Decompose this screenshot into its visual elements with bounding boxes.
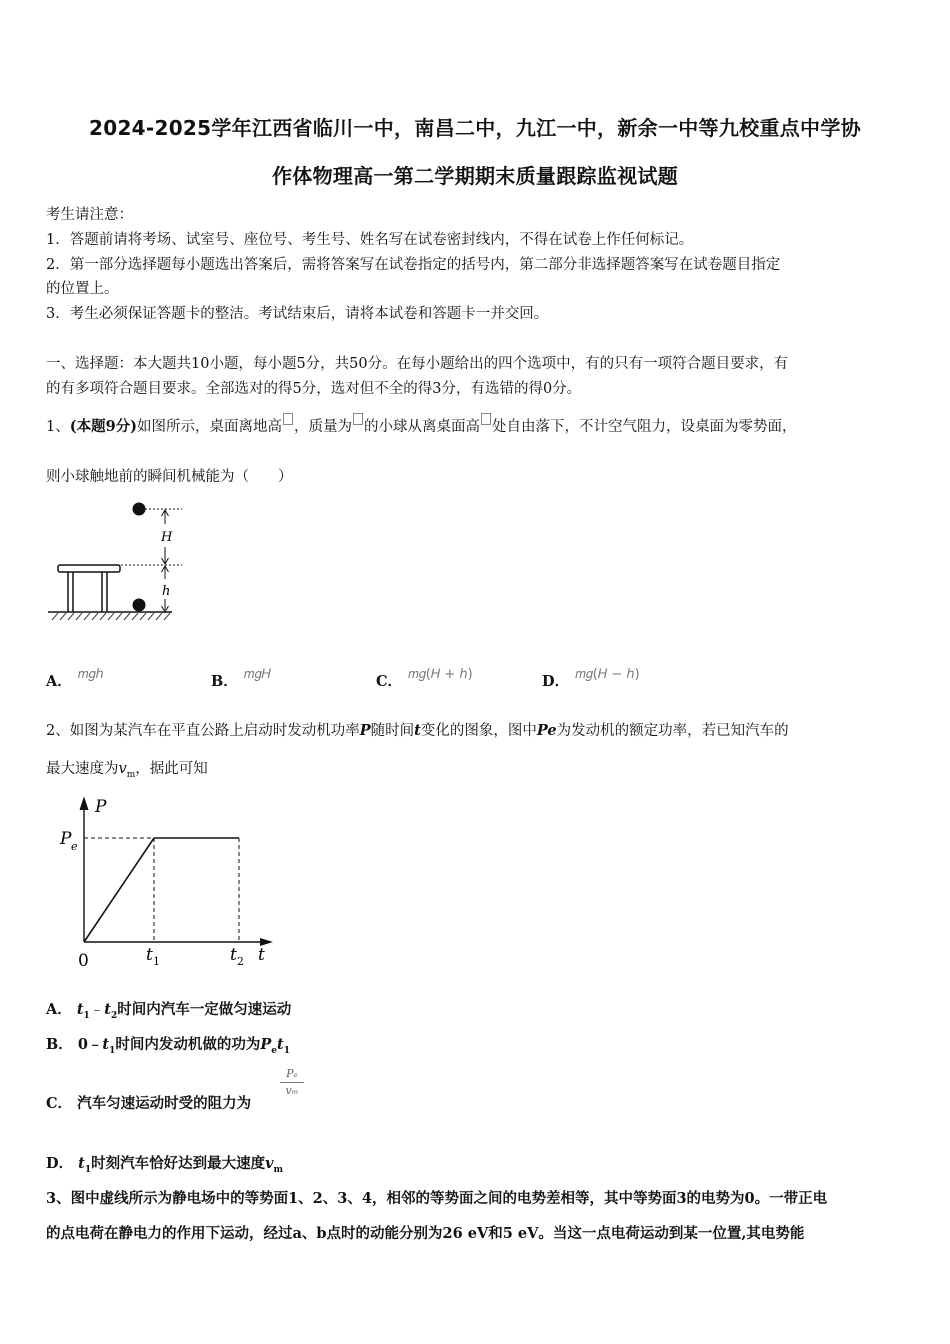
q1-figure — [44, 498, 194, 622]
var-t: t — [76, 1001, 84, 1018]
option-formula: 𝑚𝑔(𝐻 − ℎ) — [575, 667, 640, 682]
q1-option-b[interactable] — [211, 667, 271, 691]
var-t: t — [414, 722, 421, 739]
q2-option-a[interactable] — [46, 998, 291, 1021]
q1-option-a[interactable] — [46, 667, 104, 691]
q2-stem-line1 — [46, 719, 789, 740]
option-formula: 𝑚𝑔𝐻 — [243, 667, 271, 682]
var-v: v — [265, 1155, 274, 1172]
var-sub: 2 — [111, 1010, 118, 1021]
missing-symbol-icon — [353, 413, 363, 425]
exam-title-line1: 2024-2025学年江西省临川一中，南昌二中，九江一中，新余一中等九校重点中学协 — [89, 116, 861, 140]
var-vm: v — [118, 761, 127, 777]
q2-text-a: 2、如图为某汽车在平直公路上启动时发动机功率 — [46, 723, 360, 739]
section1-instructions-2: 的有多项符合题目要求。全部选对的得5分，选对但不全的得3分，有选错的得0分。 — [46, 381, 582, 397]
ball-top-icon — [133, 503, 146, 516]
var-sub: e — [271, 1045, 278, 1056]
var-P: P — [359, 722, 371, 739]
fraction-numerator: Pₑ — [280, 1066, 304, 1083]
table-drawing — [58, 565, 120, 612]
q2-text-c: 变化的图象，图中 — [420, 723, 537, 739]
option-label: C． — [46, 1095, 73, 1112]
q1-text-d: 处自由落下，不计空气阻力，设桌面为零势面， — [492, 419, 797, 435]
option-formula: 𝑚𝑔(𝐻 + ℎ) — [408, 667, 473, 682]
q1-stem-line2: 则小球触地前的瞬间机械能为（ ） — [46, 469, 293, 485]
q2-option-c[interactable] — [46, 1092, 251, 1113]
notice-item-2-cont: 的位置上。 — [46, 281, 119, 297]
t2-sub: 2 — [237, 955, 244, 968]
var-sub: m — [273, 1164, 284, 1175]
ball-bottom-icon — [133, 599, 146, 612]
option-label: B． — [46, 1036, 73, 1053]
t1-sub: 1 — [153, 955, 160, 968]
var-sub: 1 — [109, 1045, 116, 1056]
var-sub: 1 — [83, 1010, 90, 1021]
pe-label: P — [60, 829, 72, 849]
q1-text-b: ，质量为 — [294, 419, 353, 435]
y-axis-arrow-icon — [80, 798, 88, 810]
q3-stem-line2: 的点电荷在静电力的作用下运动，经过a、b点时的动能分别为26 eV和5 eV。当这一点电荷运动到某一位置,其电势能 — [46, 1225, 805, 1242]
q2-text-e: 最大速度为 — [46, 761, 119, 777]
missing-symbol-icon — [481, 413, 491, 425]
q2-stem-line2 — [46, 757, 208, 780]
t2-label: t — [230, 945, 237, 965]
var-vm-sub: m — [126, 769, 136, 780]
q1-points: (本题9分) — [69, 418, 138, 435]
y-axis-label: P — [95, 797, 107, 817]
option-label: A． — [46, 673, 72, 690]
q1-text-a: 如图所示，桌面离地高 — [137, 419, 283, 435]
q2-option-d[interactable] — [46, 1152, 283, 1175]
ground-hatch — [48, 612, 172, 620]
q1-option-c[interactable] — [376, 667, 473, 691]
var-t: t — [277, 1036, 284, 1053]
var-sub: 1 — [283, 1045, 290, 1056]
option-label: D． — [46, 1155, 74, 1172]
label-H: H — [161, 530, 173, 545]
option-text: 时间内发动机做的功为 — [115, 1036, 261, 1053]
var-t: t — [78, 1155, 85, 1172]
var-t: t — [102, 1036, 110, 1053]
var-t: t — [104, 1001, 111, 1018]
var-P: P — [260, 1036, 272, 1053]
q1-option-d[interactable] — [542, 667, 640, 691]
q2-text-d: 为发动机的额定功率，若已知汽车的 — [556, 723, 789, 739]
pe-sub: e — [71, 840, 78, 853]
q1-number: 1、 — [46, 419, 70, 435]
option-text: 时刻汽车恰好达到最大速度 — [91, 1155, 266, 1172]
q2-power-time-graph — [52, 788, 282, 974]
notice-item-1: 1．答题前请将考场、试室号、座位号、考生号、姓名写在试卷密封线内，不得在试卷上作任何标记。 — [46, 232, 694, 248]
section1-instructions-1: 一、选择题：本大题共10小题，每小题5分，共50分。在每小题给出的四个选项中，有的只有一项符合题目要求，有 — [46, 356, 789, 372]
option-label: D． — [542, 673, 570, 690]
q1-stem-line1 — [46, 413, 797, 436]
option-formula: 𝑚𝑔ℎ — [77, 667, 104, 682]
label-h: h — [162, 584, 171, 599]
q2-text-f: ，据此可知 — [135, 761, 208, 777]
var-sub: 1 — [84, 1164, 92, 1175]
option-label: A． — [46, 1001, 72, 1018]
power-ramp-line — [84, 838, 154, 942]
t1-label: t — [146, 945, 153, 965]
option-label: C． — [376, 673, 403, 690]
option-text: 汽车匀速运动时受的阻力为 — [77, 1095, 252, 1112]
var-Pe: Pe — [536, 722, 557, 739]
origin-label: 0 — [78, 951, 89, 971]
notice-header: 考生请注意： — [46, 207, 133, 223]
q3-stem-line1: 3、图中虚线所示为静电场中的等势面1、2、3、4，相邻的等势面之间的电势差相等，其中等势面3的电势为0。一带正电 — [46, 1190, 828, 1207]
fraction-denominator: vₘ — [285, 1084, 299, 1097]
option-pre: 0﹣ — [77, 1036, 103, 1053]
exam-title-line2: 作体物理高一第二学期期末质量跟踪监视试题 — [272, 164, 678, 188]
option-text: 时间内汽车一定做匀速运动 — [117, 1001, 292, 1018]
resistance-fraction — [280, 1066, 304, 1099]
missing-symbol-icon — [283, 413, 293, 425]
x-axis-label: t — [258, 945, 265, 965]
q2-option-b[interactable] — [46, 1033, 290, 1056]
q1-text-c: 的小球从离桌面高 — [364, 419, 481, 435]
q2-text-b: 随时间 — [370, 723, 415, 739]
notice-item-3: 3．考生必须保证答题卡的整洁。考试结束后，请将本试卷和答题卡一并交回。 — [46, 306, 549, 322]
notice-item-2: 2．第一部分选择题每小题选出答案后，需将答案写在试卷指定的括号内，第二部分非选择题答案写在试卷题目指定 — [46, 257, 781, 273]
option-label: B． — [211, 673, 238, 690]
sep: ﹣ — [89, 1002, 105, 1018]
